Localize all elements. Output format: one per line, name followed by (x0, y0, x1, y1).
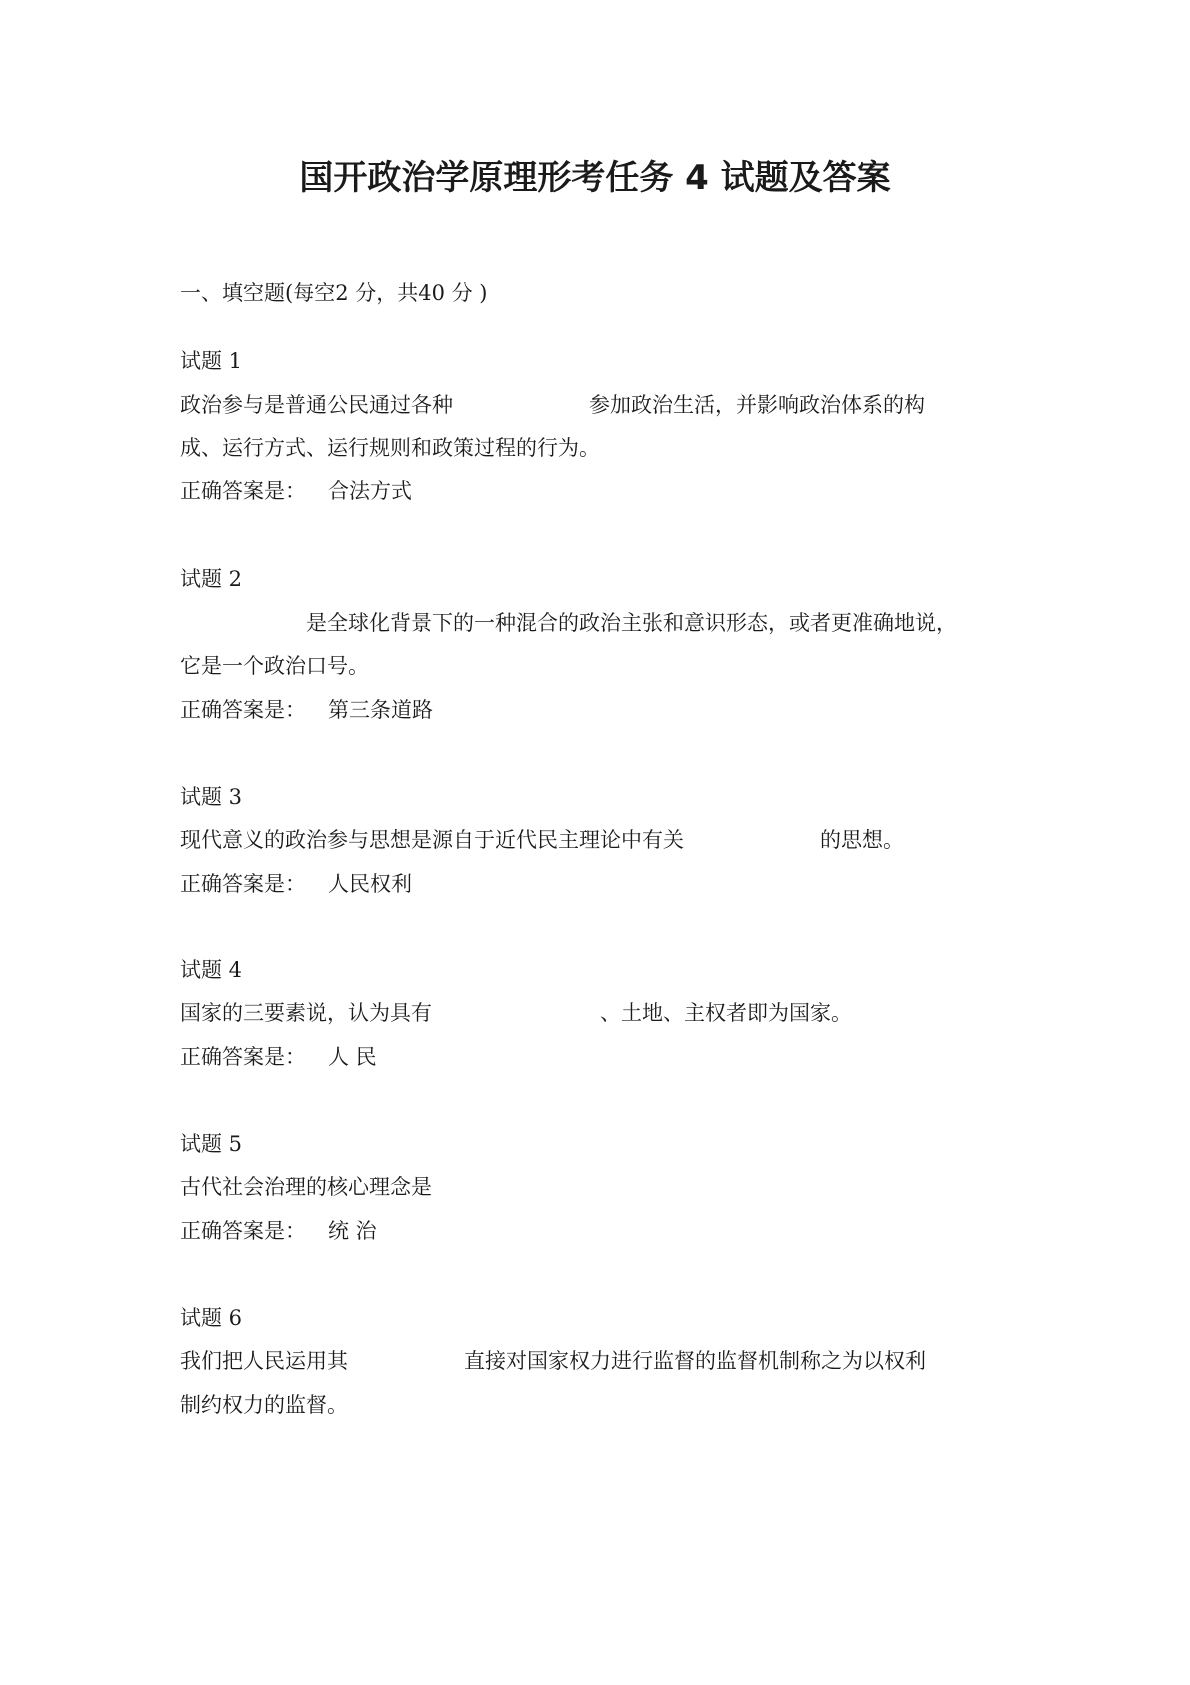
question-4-text-after-blank: 、土地、主权者即为国家。 (600, 1001, 852, 1025)
question-6-text-before-blank: 我们把人民运用其 (180, 1349, 348, 1373)
question-5-text-line-1 (180, 1172, 432, 1202)
answer-value: 人 民 (328, 1045, 377, 1069)
question-1-text-before-blank: 政治参与是普通公民通过各种 (180, 393, 453, 417)
question-3-text-after-blank: 的思想。 (820, 828, 904, 852)
question-4-label: 试题 4 (180, 958, 243, 982)
question-6-text-line-2: 制约权力的监督。 (180, 1393, 348, 1417)
answer-value: 第三条道路 (328, 698, 433, 722)
question-2-label: 试题 2 (180, 567, 243, 591)
question-3-label: 试题 3 (180, 785, 243, 809)
answer-label: 正确答案是： (180, 1045, 306, 1069)
question-4-text-before-blank: 国家的三要素说，认为具有 (180, 1001, 432, 1025)
question-1-label: 试题 1 (180, 349, 243, 373)
answer-label: 正确答案是： (180, 479, 306, 503)
question-5-text-before-blank: 古代社会治理的核心理念是 (180, 1175, 432, 1199)
question-6-text-after-blank: 直接对国家权力进行监督的监督机制称之为以权利 (464, 1349, 926, 1373)
question-2-answer (180, 695, 433, 725)
section-header: 一、填空题(每空2 分，共40 分 ) (180, 281, 488, 305)
answer-label: 正确答案是： (180, 1219, 306, 1243)
question-3-text-before-blank: 现代意义的政治参与思想是源自于近代民主理论中有关 (180, 828, 684, 852)
question-1-text-after-blank: 参加政治生活，并影响政治体系的构 (589, 393, 925, 417)
question-6-label: 试题 6 (180, 1306, 243, 1330)
answer-value: 人民权利 (328, 872, 412, 896)
answer-value: 统 治 (328, 1219, 377, 1243)
question-1-text-line-2: 成、运行方式、运行规则和政策过程的行为。 (180, 436, 600, 460)
question-1-answer (180, 476, 412, 506)
question-2-text-line-1 (180, 608, 957, 638)
question-1-text-line-1 (180, 390, 925, 420)
answer-value: 合法方式 (328, 479, 412, 503)
question-4-answer (180, 1042, 377, 1072)
document-title: 国开政治学原理形考任务 4 试题及答案 (299, 158, 891, 198)
answer-label: 正确答案是： (180, 698, 306, 722)
answer-label: 正确答案是： (180, 872, 306, 896)
question-4-text-line-1 (180, 998, 852, 1028)
question-5-answer (180, 1216, 377, 1246)
question-6-text-line-1 (180, 1346, 926, 1376)
question-2-text-after-blank: 是全球化背景下的一种混合的政治主张和意识形态，或者更准确地说， (306, 611, 957, 635)
question-3-answer (180, 869, 412, 899)
question-2-text-line-2: 它是一个政治口号。 (180, 654, 369, 678)
question-5-label: 试题 5 (180, 1132, 243, 1156)
question-3-text-line-1 (180, 825, 904, 855)
